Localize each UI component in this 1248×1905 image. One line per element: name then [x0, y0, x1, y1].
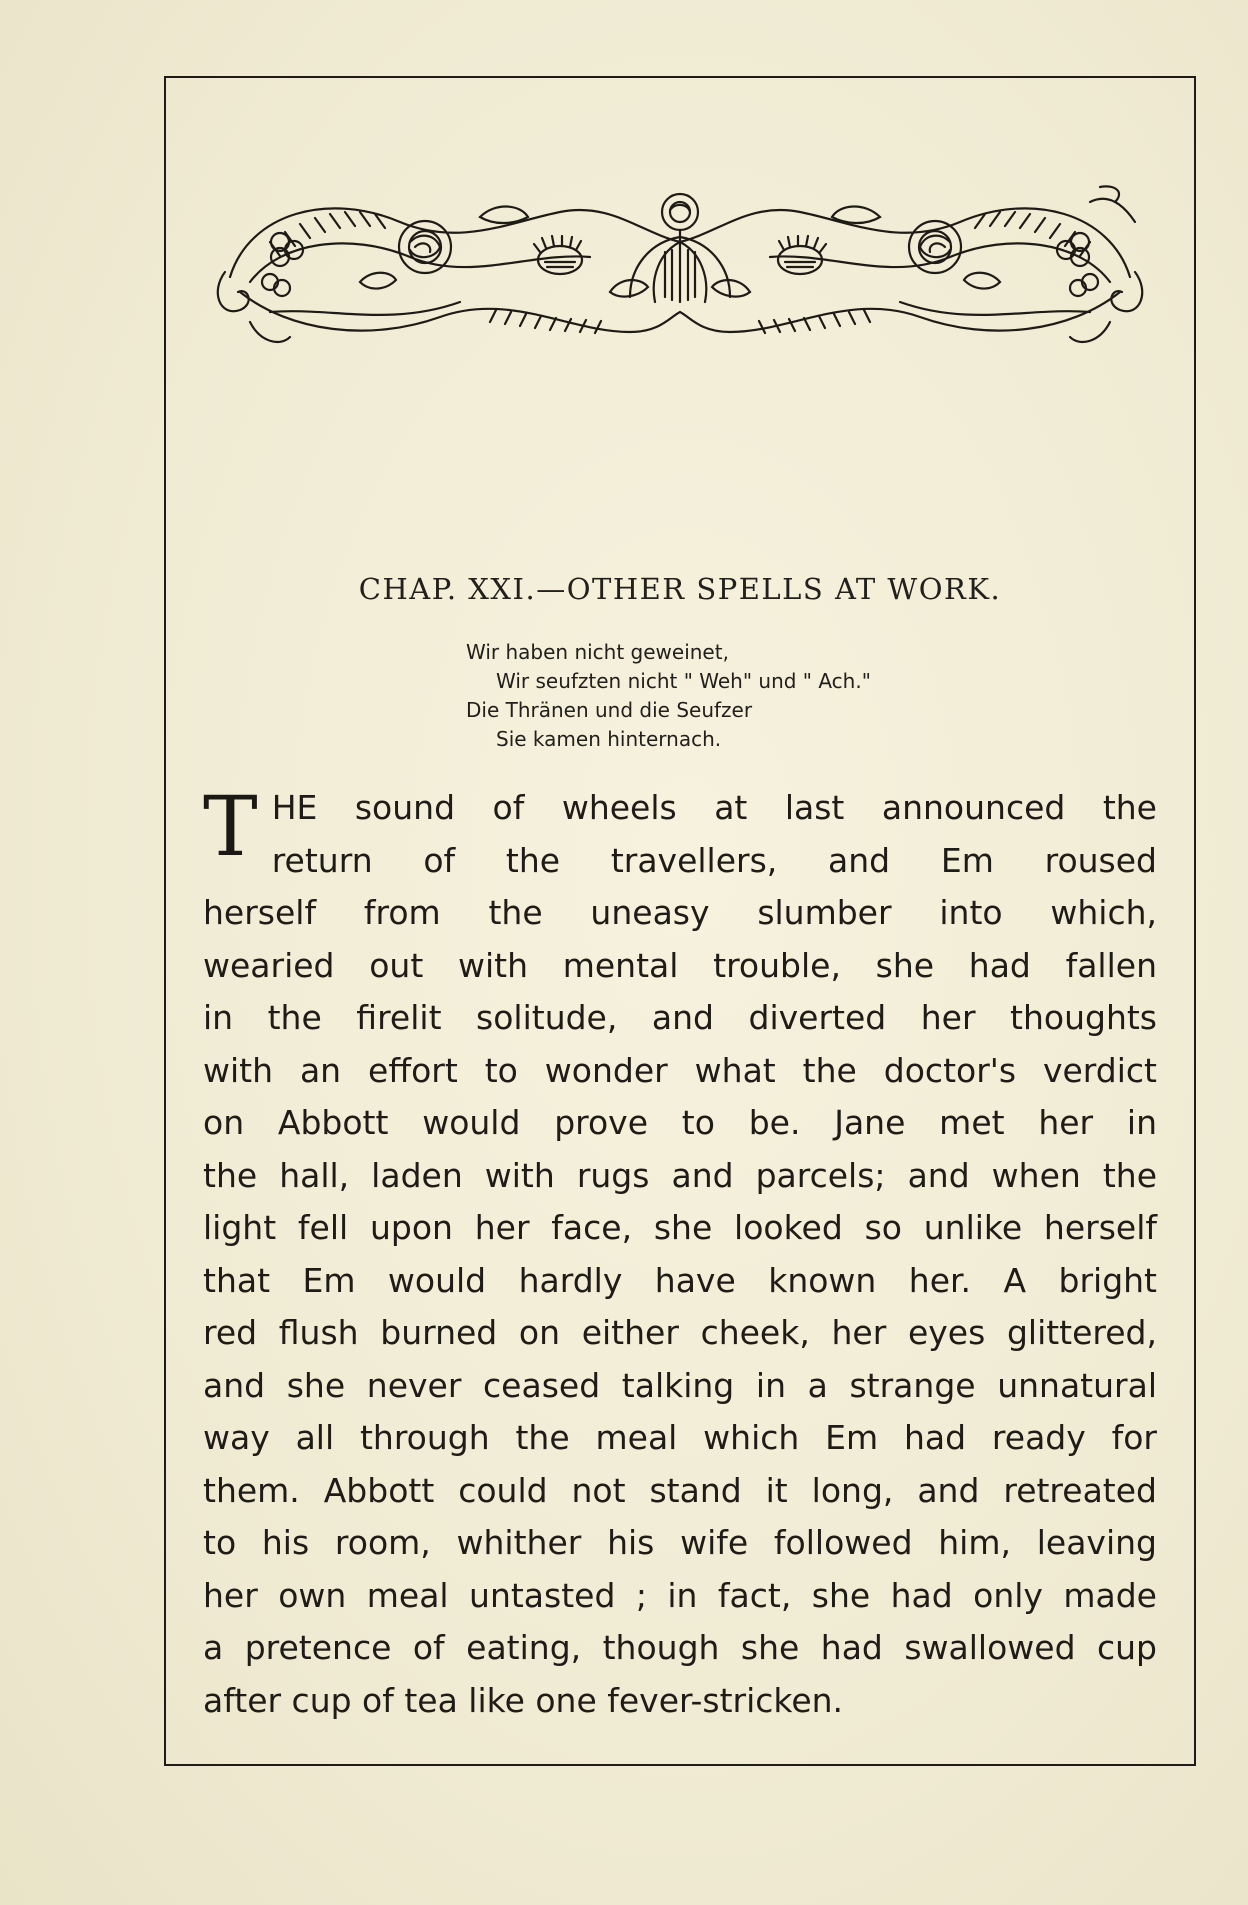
body-line: them. Abbott could not stand it long, and retreated [203, 1470, 1157, 1510]
body-line: wearied out with mental trouble, she had fallen [203, 945, 1157, 985]
epigraph-line: Wir haben nicht geweinet, [466, 640, 729, 664]
body-line: in the firelit solitude, and diverted her thoughts [203, 998, 1157, 1037]
chapter-body-paragraph [203, 782, 1157, 1727]
epigraph-line: Sie kamen hinternach. [496, 727, 722, 751]
body-line: to his room, whither his wife followed him, leaving [203, 1523, 1157, 1562]
body-line: herself from the uneasy slumber into which, [203, 893, 1157, 932]
body-line: her own meal untasted ; in fact, she had only made [203, 1575, 1157, 1615]
body-line: on Abbott would prove to be. Jane met her in [203, 1103, 1157, 1142]
body-line: after cup of tea like one fever-stricken. [203, 1680, 844, 1720]
body-line: HE sound of wheels at last announced the [271, 788, 1157, 827]
epigraph-line: Die Thränen und die Seufzer [466, 698, 753, 722]
floral-headpiece-ornament-icon [210, 182, 1150, 362]
body-line: the hall, laden with rugs and parcels; and when the [203, 1155, 1157, 1195]
drop-cap-initial: T [203, 780, 258, 875]
epigraph-verse [466, 638, 871, 754]
body-line: a pretence of eating, though she had swallowed cup [203, 1628, 1157, 1667]
epigraph-line: Wir seufzten nicht " Weh" und " Ach." [496, 669, 871, 693]
body-line: return of the travellers, and Em roused [271, 840, 1157, 880]
body-line: and she never ceased talking in a strange unnatural [203, 1365, 1157, 1405]
body-line: light fell upon her face, she looked so unlike herself [203, 1208, 1157, 1247]
body-line: with an effort to wonder what the doctor's verdict [203, 1050, 1157, 1090]
body-line: way all through the meal which Em had ready for [203, 1418, 1157, 1457]
chapter-heading: CHAP. XXI.—OTHER SPELLS AT WORK. [358, 572, 1002, 606]
body-line: that Em would hardly have known her. A bright [203, 1260, 1157, 1300]
body-line: red flush burned on either cheek, her eyes glittered, [203, 1313, 1157, 1352]
